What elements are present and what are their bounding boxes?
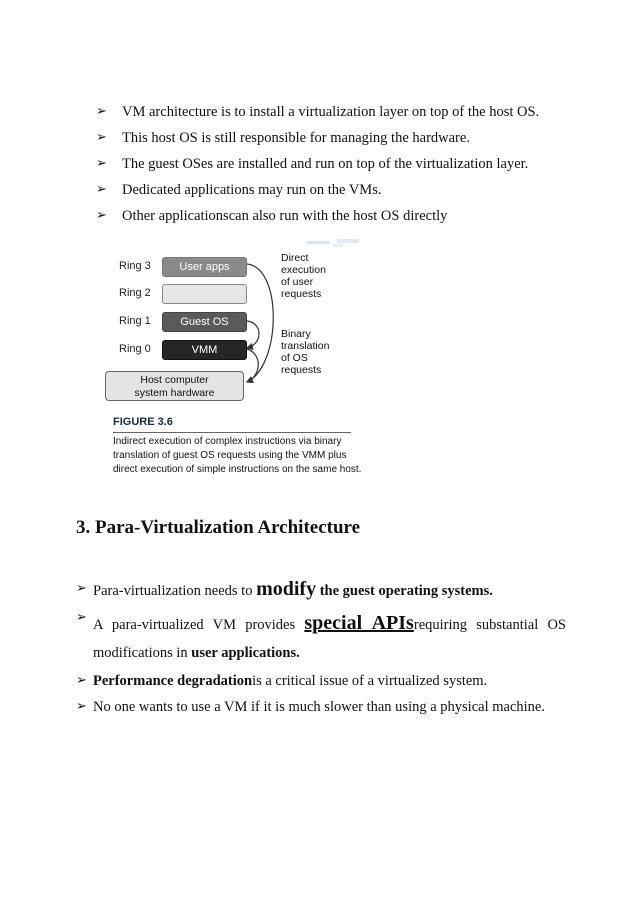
arrow-bullet-icon: ➢ [96, 208, 107, 223]
arrow-bullet-icon: ➢ [96, 182, 107, 197]
bullet-item: ➢ This host OS is still responsible for managing the hardware. [96, 125, 616, 151]
arrow-bullet-icon: ➢ [76, 699, 87, 714]
bullet-item: ➢ Other applicationscan also run with the host OS directly [96, 203, 616, 229]
guest-os-box: Guest OS [162, 312, 247, 332]
arrow-bullet-icon: ➢ [96, 104, 107, 119]
bullet-item: ➢ No one wants to use a VM if it is much slower than using a physical machine. [76, 694, 566, 720]
figure-divider [113, 432, 351, 433]
bullet-item: ➢ The guest OSes are installed and run on top of the virtualization layer. [96, 151, 616, 177]
bullet-item: ➢ A para-virtualized VM provides special APIsrequiring substantial OS modifications in user applications. [76, 610, 566, 661]
bullet-item: ➢ Dedicated applications may run on the VMs. [96, 177, 616, 203]
arrow-bullet-icon: ➢ [76, 673, 87, 688]
arrow-bullet-icon: ➢ [76, 581, 87, 596]
ring-2-label: Ring 2 [119, 287, 151, 299]
direct-execution-text: Direct execution of user requests [281, 252, 326, 300]
ring-0-label: Ring 0 [119, 343, 151, 355]
figure-3-6 [113, 248, 363, 483]
bullet-item: ➢ Para-virtualization needs to modify the guest operating systems. [76, 578, 493, 600]
arrow-bullet-icon: ➢ [76, 610, 87, 625]
section-heading: 3. Para-Virtualization Architecture [76, 517, 361, 538]
top-bullet-list [96, 99, 616, 229]
figure-title: FIGURE 3.6 [113, 416, 173, 428]
binary-translation-text: Binary translation of OS requests [281, 328, 330, 376]
figure-caption: Indirect execution of complex instructions via binary translation of guest OS requests using the VMM plus direct execution of simple instructions on the same host. [113, 436, 362, 475]
bottom-bullet-list [76, 576, 566, 720]
user-apps-box: User apps [162, 257, 247, 277]
arrow-bullet-icon: ➢ [96, 130, 107, 145]
vmm-box: VMM [162, 340, 247, 360]
host-hardware-box: Host computer system hardware [105, 371, 244, 401]
ring-3-label: Ring 3 [119, 260, 151, 272]
bullet-item: ➢ VM architecture is to install a virtualization layer on top of the host OS. [96, 99, 616, 125]
ring-1-label: Ring 1 [119, 315, 151, 327]
arrow-bullet-icon: ➢ [96, 156, 107, 171]
bullet-item: ➢ Performance degradationis a critical issue of a virtualized system. [76, 668, 566, 694]
